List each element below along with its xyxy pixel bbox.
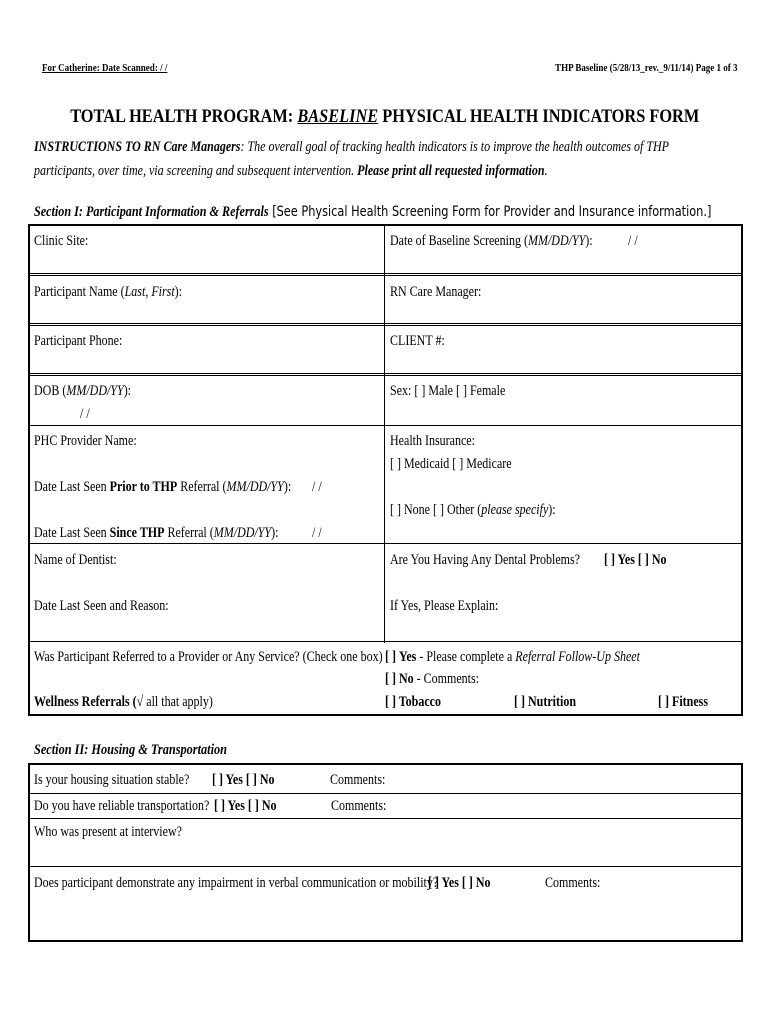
housing-options[interactable]: [ ] Yes [ ] No xyxy=(212,772,275,788)
dob-slashes[interactable]: / / xyxy=(80,406,90,422)
impairment-comments-label: Comments: xyxy=(545,875,601,891)
baseline-date-slashes[interactable]: / / xyxy=(628,233,638,249)
present-at-interview-label: Who was present at interview? xyxy=(34,824,182,840)
impairment-options[interactable]: [ ] Yes [ ] No xyxy=(428,875,491,891)
health-insurance-label: Health Insurance: xyxy=(390,433,475,449)
date-prior-thp-slashes[interactable]: / / xyxy=(312,479,322,495)
dentist-label: Name of Dentist: xyxy=(34,552,117,568)
date-since-thp-label: Date Last Seen Since THP Referral (MM/DD/YY): xyxy=(34,525,279,541)
wellness-nutrition-option[interactable]: [ ] Nutrition xyxy=(514,694,576,710)
dental-problems-options[interactable]: [ ] Yes [ ] No xyxy=(604,552,667,568)
insurance-medicaid-medicare[interactable]: [ ] Medicaid [ ] Medicare xyxy=(390,456,512,472)
date-reason-label: Date Last Seen and Reason: xyxy=(34,598,169,614)
instructions: INSTRUCTIONS TO RN Care Managers: The overall goal of tracking health indicators is to improve the health outcomes of THP participants, over time, via screening and subsequent intervention. Please print all requested information. xyxy=(34,139,669,179)
dental-problems-question: Are You Having Any Dental Problems? xyxy=(390,552,580,568)
transport-question: Do you have reliable transportation? xyxy=(34,798,210,814)
wellness-referrals-label: Wellness Referrals (√ all that apply) xyxy=(34,694,213,710)
referral-no-option[interactable]: [ ] No - Comments: xyxy=(385,671,480,687)
date-since-thp-slashes[interactable]: / / xyxy=(312,525,322,541)
page-title: TOTAL HEALTH PROGRAM: BASELINE PHYSICAL HEALTH INDICATORS FORM xyxy=(70,106,700,127)
client-number-label: CLIENT #: xyxy=(390,333,445,349)
sex-checkboxes[interactable]: Sex: [ ] Male [ ] Female xyxy=(390,383,506,399)
participant-name-label: Participant Name (Last, First): xyxy=(34,284,182,300)
referred-question: Was Participant Referred to a Provider or Any Service? (Check one box) xyxy=(34,649,383,665)
phc-provider-label: PHC Provider Name: xyxy=(34,433,137,449)
form-version-header: THP Baseline (5/28/13_rev._9/11/14) Page 1 of 3 xyxy=(555,62,738,74)
transport-comments-label: Comments: xyxy=(331,798,387,814)
wellness-fitness-option[interactable]: [ ] Fitness xyxy=(658,694,708,710)
rn-manager-label: RN Care Manager: xyxy=(390,284,482,300)
participant-phone-label: Participant Phone: xyxy=(34,333,123,349)
section2-table xyxy=(28,763,743,942)
date-prior-thp-label: Date Last Seen Prior to THP Referral (MM/DD/YY): xyxy=(34,479,292,495)
if-yes-explain-label: If Yes, Please Explain: xyxy=(390,598,499,614)
referral-yes-option[interactable]: [ ] Yes - Please complete a Referral Follow-Up Sheet xyxy=(385,649,640,665)
impairment-question: Does participant demonstrate any impairment in verbal communication or mobility? xyxy=(34,875,439,891)
section1-heading: Section I: Participant Information & Referrals [See Physical Health Screening Form for Provider and Insurance information.] xyxy=(34,204,712,220)
section2-heading: Section II: Housing & Transportation xyxy=(34,742,227,758)
housing-comments-label: Comments: xyxy=(330,772,386,788)
date-scanned-header: For Catherine: Date Scanned: / / xyxy=(42,62,168,74)
housing-question: Is your housing situation stable? xyxy=(34,772,190,788)
clinic-site-label: Clinic Site: xyxy=(34,233,89,249)
transport-options[interactable]: [ ] Yes [ ] No xyxy=(214,798,277,814)
baseline-date-label: Date of Baseline Screening (MM/DD/YY): xyxy=(390,233,593,249)
insurance-none-other[interactable]: [ ] None [ ] Other (please specify): xyxy=(390,502,556,518)
dob-label: DOB (MM/DD/YY): xyxy=(34,383,132,399)
wellness-tobacco-option[interactable]: [ ] Tobacco xyxy=(385,694,442,710)
